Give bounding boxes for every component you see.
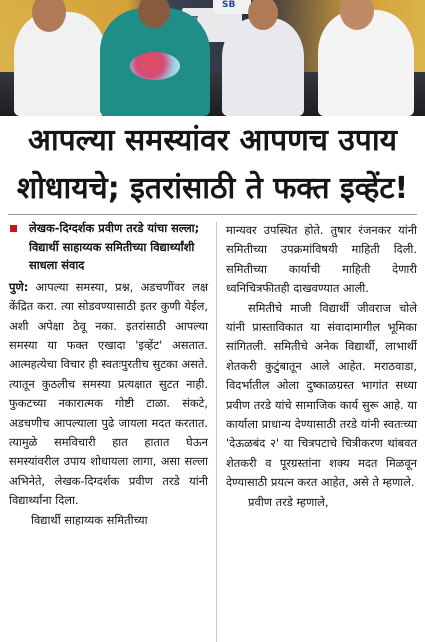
right-paragraph-1: मान्यवर उपस्थित होते. तुषार रंजनकर यांनी समितीच्या उपक्रमांविषयी माहिती दिली. समितीच्या कार्याची माहिती देणारी ध्वनिचित्रफीतही दाखवण्यात आली. — [226, 223, 417, 296]
right-paragraph-2: समितीचे माजी विद्यार्थी जीवराज चोले यांनी प्रास्ताविकात या संवादामागील भूमिका सांगितली. समितीचे अनेक विद्यार्थी, लाभार्थी शेतकरी कुटुंबातून आले आहेत. मराठवाडा, विदर्भातील ओला दुष्काळग्रस्त भागांत सध्या प्रवीण तरडे यांचे सामाजिक कार्य सुरू आहे. या कार्याला प्राधान्य देण्यासाठी तरडे यांनी स्वतःच्या 'देऊळबंद २' या चित्रपटाचे चित्रीकरण थांबवत शेतकरी व पूरग्रस्तांना शक्य मदत मिळवून देण्यासाठी प्रयत्न करत आहेत, असे ते म्हणाले. — [226, 300, 417, 490]
person-3 — [222, 18, 304, 116]
bullet-icon — [10, 225, 17, 232]
flower-bouquet — [130, 52, 180, 80]
column-divider — [216, 222, 217, 642]
headline-rule — [8, 214, 417, 215]
event-photo — [0, 0, 425, 116]
deck — [9, 219, 208, 275]
headline-line-1: आपल्या समस्यांवर आपणच उपाय — [27, 123, 397, 158]
left-paragraph-1 — [9, 278, 208, 511]
left-paragraph-2: विद्यार्थी साहाय्यक समितीच्या — [31, 512, 148, 527]
sponsor-logo-text: SB — [222, 0, 236, 10]
headline-line-2: शोधायचे; इतरांसाठी ते फक्त इव्हेंट! — [16, 171, 409, 206]
person-1 — [14, 12, 106, 116]
left-paragraph-1-text: आपल्या समस्या, प्रश्न, अडचणींवर लक्ष केंद्रित करा. त्या सोडवण्यासाठी इतर कुणी येईल, अशी अपेक्षा ठेवू नका. इतरांसाठी आपल्या समस्या या फक्त एखादा 'इव्हेंट' असतात. आत्महत्येचा विचार ही स्वतःपुरतीच सुटका असते. त्यातून कुठलीच समस्या प्रत्यक्षात सुटत नाही. फुकटच्या नकारात्मक गोष्टी टाळा. संकटे, अडचणीच आपल्याला पुढे जायला मदत करतात. त्यामुळे समविचारी हात हातात घेऊन समस्यांवरील उपाय शोधायला लागा, असा सल्ला अभिनेते, लेखक-दिग्दर्शक प्रवीण तरडे यांनी विद्यार्थ्यांना दिला. — [9, 279, 208, 508]
right-paragraph-3: प्रवीण तरडे म्हणाले, — [248, 494, 329, 509]
left-column — [9, 219, 208, 530]
dateline: पुणे: — [9, 279, 29, 294]
deck-text: लेखक-दिग्दर्शक प्रवीण तरडे यांचा सल्ला; विद्यार्थी साहाय्यक समितीच्या विद्यार्थ्यांशी साधला संवाद — [29, 221, 200, 273]
right-column — [226, 221, 417, 512]
